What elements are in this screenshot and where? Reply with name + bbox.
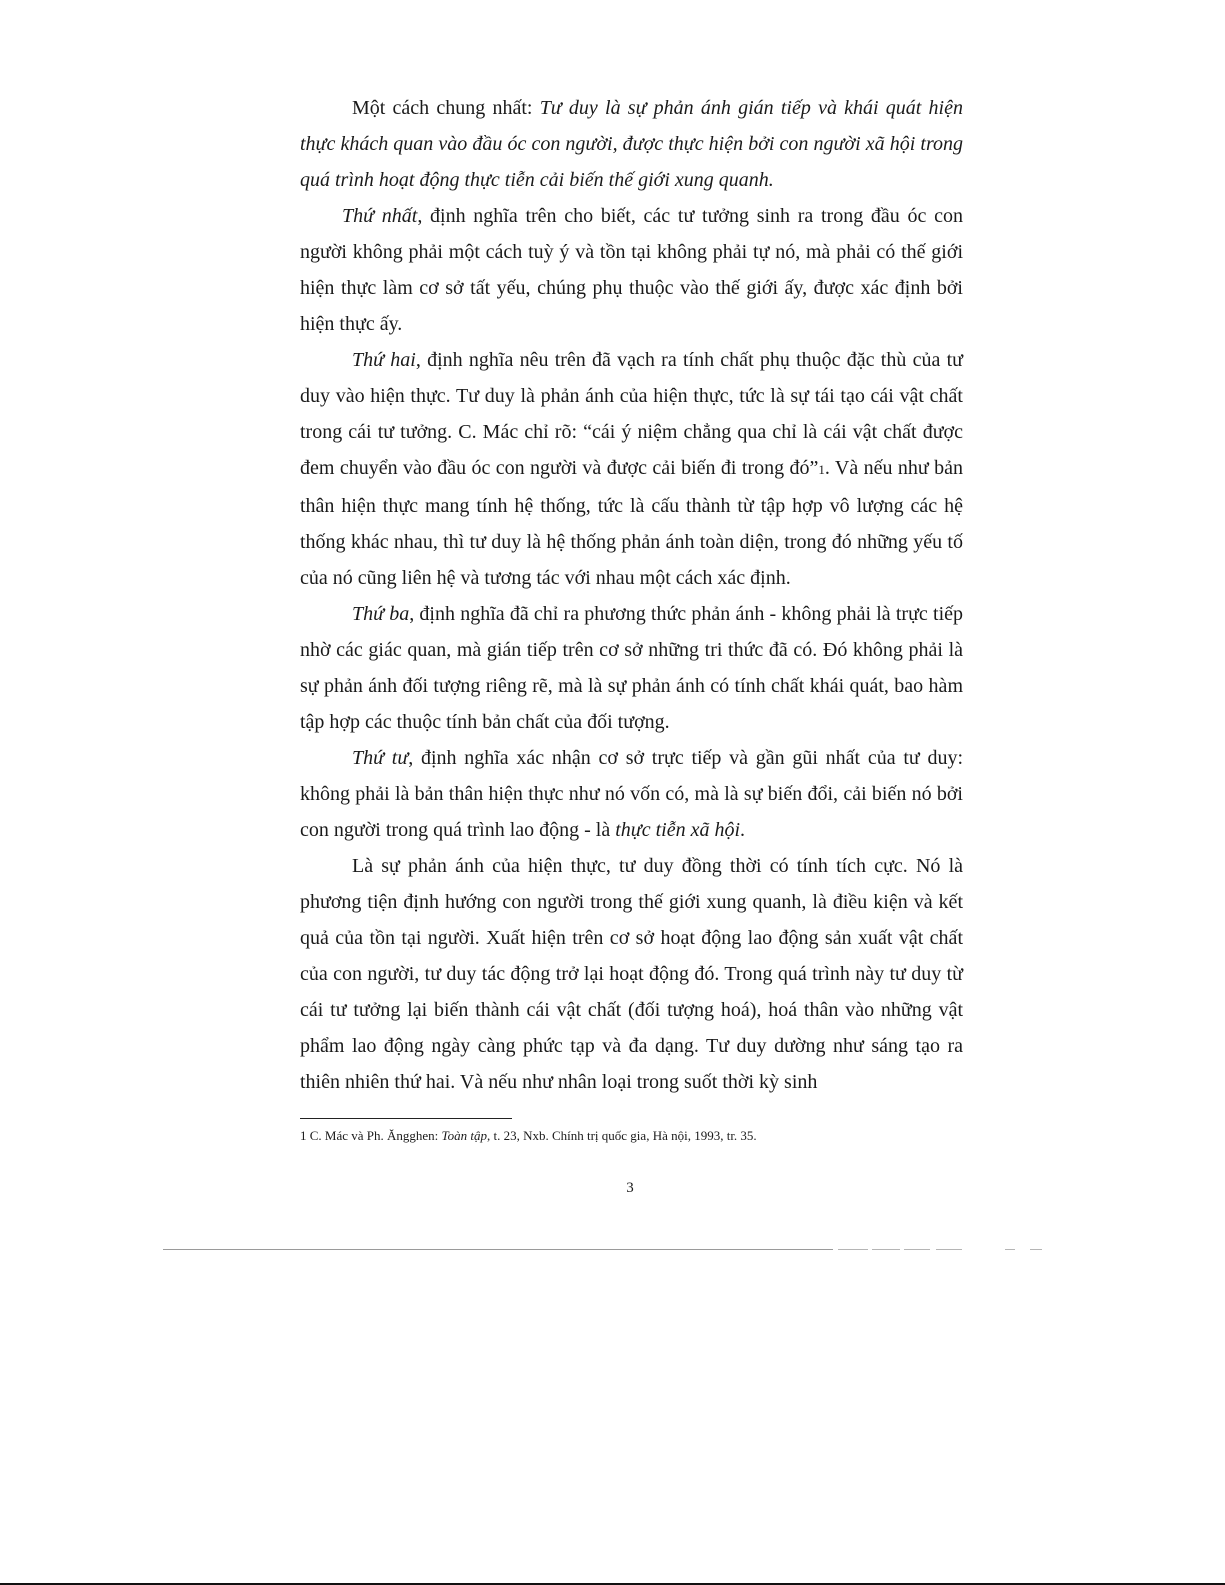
footnote-separator [300, 1118, 512, 1119]
footnote-work-title: Toàn tập [441, 1128, 487, 1143]
paragraph-6 [300, 848, 963, 1100]
definition-italic: Tư duy là sự phản ánh gián tiếp và khái quát hiện thực khách quan vào đầu óc con người, được thực hiện bởi con người xã hội trong quá trình hoạt động thực tiễn cải biến thế giới xung quanh. [300, 97, 963, 191]
paragraph-5-lead: Thứ tư [352, 747, 409, 769]
page-number: 3 [626, 1180, 634, 1196]
paragraph-2 [300, 198, 963, 342]
paragraph-5 [300, 740, 963, 848]
page-bottom-rule-dash [904, 1249, 930, 1250]
paragraph-1-lead: Một cách chung nhất: [352, 97, 540, 119]
footnote-details: , t. 23, Nxb. Chính trị quốc gia, Hà nội, 1993, tr. 35. [486, 1128, 757, 1143]
page-bottom-rule-dash [1005, 1249, 1015, 1250]
paragraph-2-text: , định nghĩa trên cho biết, các tư tưởng sinh ra trong đầu óc con người không phải một cách tuỳ ý và tồn tại không phải tự nó, mà phải có thế giới hiện thực làm cơ sở tất yếu, chúng phụ thuộc vào thế giới ấy, được xác định bởi hiện thực ấy. [300, 205, 963, 335]
paragraph-3-text: , định nghĩa nêu trên đã vạch ra tính chất phụ thuộc đặc thù của tư duy vào hiện thực. Tư duy là phản ánh của hiện thực, tức là sự tái tạo cái vật chất trong cái tư tưởng. C. Mác chỉ rõ: “cái ý niệm chẳng qua chỉ là cái vật chất được đem chuyển vào đầu óc con người và được cải biến đi trong đó” [300, 349, 963, 479]
page-bottom-rule-dash [1030, 1249, 1042, 1250]
paragraph-2-lead: Thứ nhất [342, 205, 418, 227]
footnote-marker: 1 [300, 1128, 307, 1143]
paragraph-4 [300, 596, 963, 740]
paragraph-3-text-after: . Và nếu như bản thân hiện thực mang tính hệ thống, tức là cấu thành từ tập hợp vô lượng các hệ thống khác nhau, thì tư duy là hệ thống phản ánh toàn diện, trong đó những yếu tố của nó cũng liên hệ và tương tác với nhau một cách xác định. [300, 457, 963, 589]
footnote-authors: C. Mác và Ph. Ăngghen: [306, 1128, 442, 1143]
page-bottom-rule-dash [838, 1249, 868, 1250]
paragraph-1 [300, 90, 963, 198]
paragraph-6-text: Là sự phản ánh của hiện thực, tư duy đồng thời có tính tích cực. Nó là phương tiện định hướng con người trong thế giới xung quanh, là điều kiện và kết quả của tồn tại người. Xuất hiện trên cơ sở hoạt động lao động sản xuất vật chất của con người, tư duy tác động trở lại hoạt động đó. Trong quá trình này tư duy từ cái tư tưởng lại biến thành cái vật chất (đối tượng hoá), hoá thân vào những vật phẩm lao động ngày càng phức tạp và đa dạng. Tư duy dường như sáng tạo ra thiên nhiên thứ hai. Và nếu như nhân loại trong suốt thời kỳ sinh [300, 855, 963, 1093]
paragraph-5-text: , định nghĩa xác nhận cơ sở trực tiếp và gần gũi nhất của tư duy: không phải là bản thân hiện thực như nó vốn có, mà là sự biến đổi, cải biến nó bởi con người trong quá trình lao động - là [300, 747, 963, 841]
page-bottom-rule-dash [936, 1249, 962, 1250]
paragraph-5-italic-tail: thực tiễn xã hội [615, 819, 741, 841]
page-bottom-rule-dash [872, 1249, 900, 1250]
paragraph-3 [300, 342, 963, 596]
paragraph-5-end: . [740, 819, 746, 841]
footnote-reference: 1 [818, 462, 825, 477]
paragraph-4-text: , định nghĩa đã chỉ ra phương thức phản ánh - không phải là trực tiếp nhờ các giác quan, mà gián tiếp trên cơ sở những tri thức đã có. Đó không phải là sự phản ánh đối tượng riêng rẽ, mà là sự phản ánh có tính chất khái quát, bao hàm tập hợp các thuộc tính bản chất của đối tượng. [300, 603, 963, 733]
paragraph-4-lead: Thứ ba [352, 603, 410, 625]
paragraph-3-lead: Thứ hai [352, 349, 416, 371]
body-text [300, 90, 963, 1100]
page-bottom-rule [163, 1249, 833, 1250]
footnote [300, 1127, 963, 1145]
